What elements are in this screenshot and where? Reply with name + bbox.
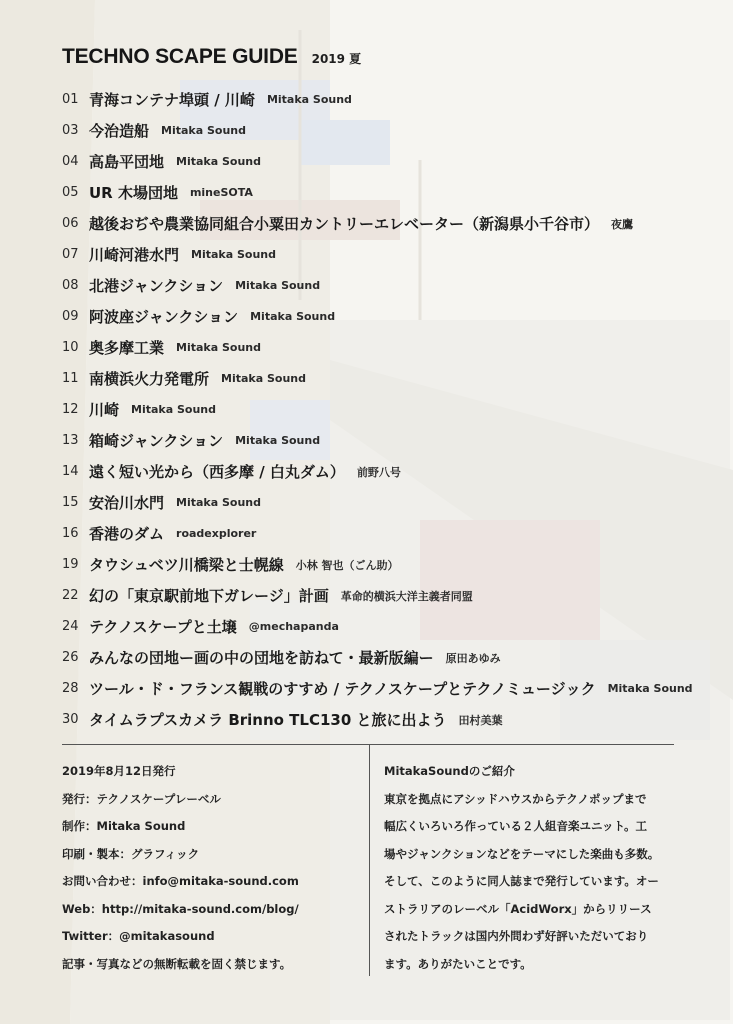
toc-page-number: 19: [62, 557, 79, 572]
toc-item: [62, 456, 702, 487]
toc-title: 北港ジャンクション: [89, 277, 224, 295]
mitakasound-intro: [384, 763, 684, 983]
toc-author: Mitaka Sound: [221, 372, 306, 385]
toc-page-number: 28: [62, 681, 79, 696]
colophon-line: 印刷・製本：グラフィック: [62, 846, 200, 861]
toc-author: Mitaka Sound: [266, 93, 352, 106]
horizontal-divider: [62, 744, 674, 745]
header: [62, 45, 361, 69]
toc-author: roadexplorer: [176, 527, 257, 540]
toc-title: タイムラプスカメラ Brinno TLC130 と旅に出よう: [89, 711, 447, 729]
toc-title: 安治川水門: [89, 494, 165, 512]
toc-item: [62, 549, 702, 580]
toc-page-number: 13: [62, 433, 79, 448]
intro-line: 東京を拠点にアシッドハウスからテクノポップまで: [384, 791, 647, 806]
toc-page-number: 01: [62, 92, 79, 107]
toc-item: [62, 580, 702, 611]
toc-page-number: 10: [62, 340, 79, 355]
toc-author: Mitaka Sound: [131, 403, 216, 416]
toc-author: Mitaka Sound: [191, 248, 276, 261]
intro-line: 幅広くいろいろ作っている２人組音楽ユニット。工: [384, 819, 648, 833]
colophon: [62, 763, 362, 983]
toc-page-number: 12: [62, 402, 79, 417]
toc-item: [62, 704, 702, 735]
toc-author: 夜鷹: [611, 217, 634, 231]
toc-page-number: 24: [62, 619, 79, 634]
toc-author: 革命的横浜大洋主義者同盟: [340, 589, 473, 603]
toc-page-number: 05: [62, 185, 79, 200]
toc-title: 今治造船: [89, 122, 150, 140]
intro-line: そして、このように同人誌まで発行しています。オー: [384, 874, 659, 888]
toc-title: みんなの団地ー画の中の団地を訪ねて・最新版編ー: [89, 649, 434, 667]
intro-line: されたトラックは国内外問わず好評いただいており: [384, 929, 649, 943]
toc-title: 箱崎ジャンクション: [89, 432, 224, 450]
toc-page-number: 22: [62, 588, 79, 603]
toc-item: [62, 115, 702, 146]
colophon-line: お問い合わせ：info@mitaka-sound.com: [62, 874, 299, 888]
toc-author: 田村美葉: [458, 713, 503, 727]
toc-title: 高島平団地: [89, 153, 165, 171]
toc-item: [62, 208, 702, 239]
toc-item: [62, 270, 702, 301]
toc-page-number: 04: [62, 154, 79, 169]
intro-line: MitakaSoundのご紹介: [384, 764, 515, 778]
colophon-line: Web：http://mitaka-sound.com/blog/: [62, 901, 299, 916]
toc-author: 原田あゆみ: [445, 651, 501, 665]
toc-page-number: 16: [62, 526, 79, 541]
toc-title: タウシュベツ川橋梁と士幌線: [89, 556, 284, 574]
toc-page-number: 11: [62, 371, 79, 386]
toc-author: mineSOTA: [189, 186, 253, 199]
intro-line: 場やジャンクションなどをテーマにした楽曲も多数。: [384, 846, 660, 861]
toc-page-number: 03: [62, 123, 79, 138]
toc-page-number: 07: [62, 247, 79, 262]
toc-page-number: 15: [62, 495, 79, 510]
toc-author: Mitaka Sound: [176, 155, 261, 168]
toc-title: 川崎: [89, 401, 120, 419]
vertical-divider: [369, 744, 370, 976]
toc-author: Mitaka Sound: [250, 310, 336, 323]
toc-title: 遠く短い光から（西多摩 / 白丸ダム）: [89, 463, 345, 481]
toc-title: 越後おぢや農業協同組合小粟田カントリーエレベーター（新潟県小千谷市）: [89, 215, 600, 233]
toc-author: @mechapanda: [248, 620, 339, 633]
toc-page-number: 26: [62, 650, 79, 665]
intro-line: ストラリアのレーベル「AcidWorx」からリリース: [384, 901, 652, 916]
intro-line: ます。ありがたいことです。: [384, 956, 532, 971]
toc-author: Mitaka Sound: [176, 496, 261, 509]
issue-label: 2019 夏: [311, 52, 362, 66]
toc-author: Mitaka Sound: [607, 682, 693, 695]
toc-item: [62, 673, 702, 704]
toc-page-number: 08: [62, 278, 79, 293]
toc-title: 阿波座ジャンクション: [89, 308, 239, 326]
toc-author: 小林 智也（ごん助）: [295, 558, 399, 572]
toc-author: Mitaka Sound: [235, 279, 321, 292]
colophon-line: 2019年8月12日発行: [62, 764, 176, 778]
toc-title: ツール・ド・フランス観戦のすすめ / テクノスケープとテクノミュージック: [89, 680, 596, 698]
toc-item: [62, 611, 702, 642]
colophon-line: 制作：Mitaka Sound: [62, 819, 186, 833]
toc-author: Mitaka Sound: [235, 434, 321, 447]
toc-title: 香港のダム: [89, 525, 165, 543]
toc-item: [62, 363, 702, 394]
toc-item: [62, 301, 702, 332]
toc-item: [62, 487, 702, 518]
toc-author: Mitaka Sound: [176, 341, 261, 354]
toc-item: [62, 239, 702, 270]
toc-title: テクノスケープと土壌: [89, 618, 237, 636]
toc-page-number: 06: [62, 216, 79, 231]
toc-author: Mitaka Sound: [161, 124, 246, 137]
colophon-line: Twitter：@mitakasound: [62, 929, 215, 943]
toc-title: 南横浜火力発電所: [89, 370, 210, 388]
toc-item: [62, 394, 702, 425]
guide-title: TECHNO SCAPE GUIDE: [62, 45, 298, 68]
table-of-contents: [62, 84, 702, 735]
toc-page-number: 09: [62, 309, 79, 324]
toc-page-number: 14: [62, 464, 79, 479]
toc-item: [62, 518, 702, 549]
toc-title: 奥多摩工業: [89, 339, 165, 357]
colophon-line: 記事・写真などの無断転載を固く禁じます。: [62, 956, 292, 971]
toc-title: UR 木場団地: [89, 184, 178, 202]
toc-item: [62, 332, 702, 363]
toc-page-number: 30: [62, 712, 79, 727]
toc-title: 幻の「東京駅前地下ガレージ」計画: [89, 587, 329, 605]
toc-item: [62, 84, 702, 115]
toc-item: [62, 146, 702, 177]
toc-author: 前野八号: [356, 465, 401, 479]
toc-item: [62, 425, 702, 456]
toc-title: 川崎河港水門: [89, 246, 180, 264]
toc-title: 青海コンテナ埠頭 / 川崎: [89, 91, 255, 109]
colophon-line: 発行：テクノスケープレーベル: [62, 791, 221, 806]
toc-item: [62, 642, 702, 673]
toc-item: [62, 177, 702, 208]
